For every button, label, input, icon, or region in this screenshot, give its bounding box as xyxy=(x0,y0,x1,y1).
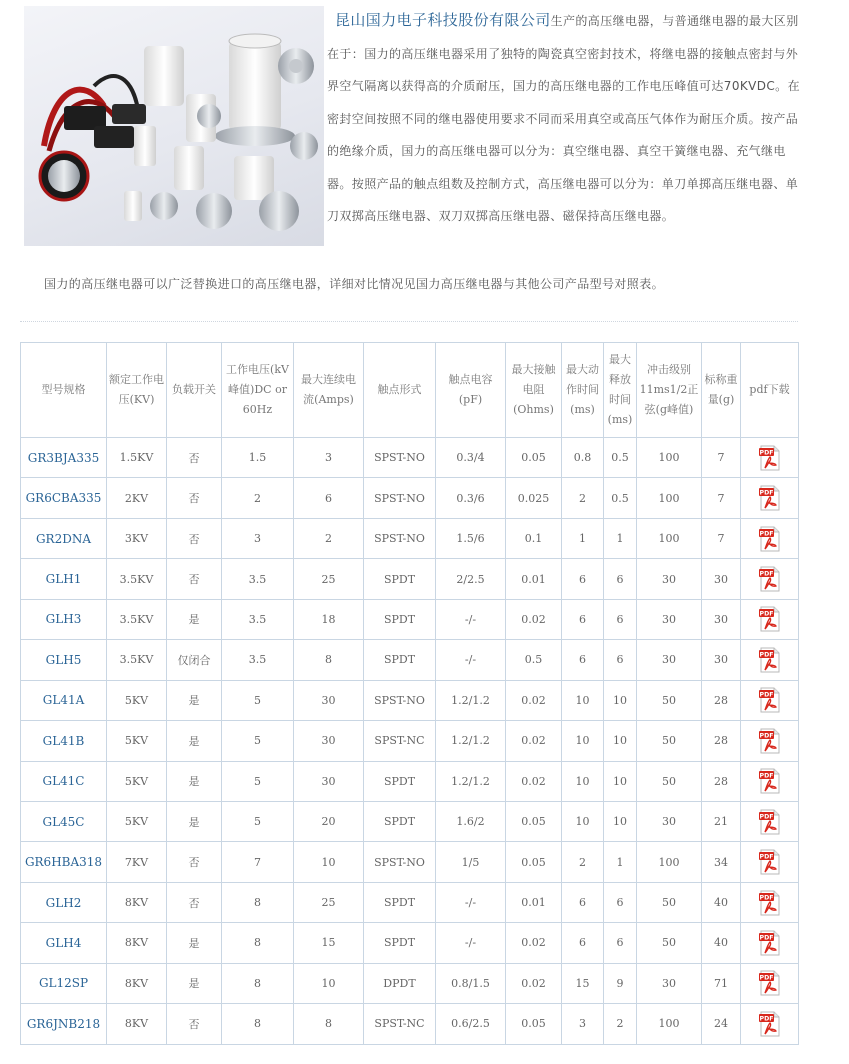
table-cell: 0.3/6 xyxy=(436,478,506,518)
table-cell: 0.5 xyxy=(506,640,562,680)
pdf-file-icon[interactable] xyxy=(759,970,781,996)
table-cell: 10 xyxy=(562,721,604,761)
relay-spec-table xyxy=(20,342,799,1045)
column-header xyxy=(702,343,741,438)
table-cell: 5 xyxy=(222,801,294,841)
pdf-file-icon[interactable] xyxy=(759,890,781,916)
table-cell: 0.02 xyxy=(506,721,562,761)
pdf-file-icon[interactable] xyxy=(759,445,781,471)
table-row xyxy=(21,842,799,882)
table-cell: 否 xyxy=(167,1004,222,1044)
table-cell: 6 xyxy=(604,640,637,680)
table-cell: 6 xyxy=(562,559,604,599)
table-cell: 0.02 xyxy=(506,680,562,720)
table-cell: 15 xyxy=(562,963,604,1003)
table-cell: 0.01 xyxy=(506,559,562,599)
table-cell: 100 xyxy=(637,1004,702,1044)
table-cell: 1.2/1.2 xyxy=(436,721,506,761)
table-cell: 6 xyxy=(604,923,637,963)
table-row xyxy=(21,923,799,963)
table-cell: SPST-NO xyxy=(364,680,436,720)
table-cell: 3 xyxy=(294,438,364,478)
pdf-download-cell[interactable] xyxy=(741,478,799,518)
table-header-row xyxy=(21,343,799,438)
table-cell: DPDT xyxy=(364,963,436,1003)
table-cell: 7KV xyxy=(107,842,167,882)
table-cell: 2 xyxy=(562,478,604,518)
table-cell: 8KV xyxy=(107,882,167,922)
table-row xyxy=(21,518,799,558)
table-row xyxy=(21,963,799,1003)
table-cell: 8 xyxy=(294,1004,364,1044)
column-header-label: 最大动作时间(ms) xyxy=(566,363,599,416)
pdf-download-cell[interactable] xyxy=(741,1004,799,1044)
table-row xyxy=(21,438,799,478)
table-cell: 100 xyxy=(637,438,702,478)
table-cell: 10 xyxy=(562,761,604,801)
table-cell: 2KV xyxy=(107,478,167,518)
column-header-label: 最大释放时间(ms) xyxy=(607,353,633,426)
table-row xyxy=(21,801,799,841)
pdf-icon-text: PDF xyxy=(759,894,773,902)
pdf-download-cell[interactable] xyxy=(741,680,799,720)
table-cell: 2 xyxy=(562,842,604,882)
table-cell: 8 xyxy=(222,1004,294,1044)
table-cell: 0.05 xyxy=(506,801,562,841)
pdf-download-cell[interactable] xyxy=(741,721,799,761)
intro-section xyxy=(24,4,800,248)
table-row xyxy=(21,721,799,761)
column-header-label: pdf下载 xyxy=(749,383,790,396)
table-cell: SPDT xyxy=(364,761,436,801)
table-row xyxy=(21,478,799,518)
column-header-label: 标称重量(g) xyxy=(704,373,738,406)
table-cell: 1.2/1.2 xyxy=(436,761,506,801)
column-header xyxy=(167,343,222,438)
table-cell: 0.02 xyxy=(506,599,562,639)
table-cell: 28 xyxy=(702,680,741,720)
pdf-icon-text: PDF xyxy=(759,691,773,699)
table-cell: -/- xyxy=(436,882,506,922)
table-cell: 10 xyxy=(294,963,364,1003)
pdf-download-cell[interactable] xyxy=(741,640,799,680)
column-header-label: 最大连续电流(Amps) xyxy=(301,373,356,406)
model-cell[interactable]: GR6CBA335 xyxy=(21,478,107,518)
pdf-download-cell[interactable] xyxy=(741,842,799,882)
column-header-label: 型号规格 xyxy=(41,383,86,396)
table-cell: 0.5 xyxy=(604,478,637,518)
table-cell: 1 xyxy=(562,518,604,558)
table-cell: 0.1 xyxy=(506,518,562,558)
model-cell[interactable]: GR2DNA xyxy=(21,518,107,558)
pdf-file-icon[interactable] xyxy=(759,606,781,632)
model-cell[interactable]: GR6JNB218 xyxy=(21,1004,107,1044)
table-cell: 0.02 xyxy=(506,963,562,1003)
table-cell: SPST-NO xyxy=(364,518,436,558)
table-cell: 否 xyxy=(167,518,222,558)
table-cell: 仅闭合 xyxy=(167,640,222,680)
table-cell: 21 xyxy=(702,801,741,841)
model-cell[interactable]: GLH4 xyxy=(21,923,107,963)
table-cell: 40 xyxy=(702,923,741,963)
table-cell: 10 xyxy=(604,680,637,720)
table-cell: 3.5 xyxy=(222,640,294,680)
table-cell: 3 xyxy=(562,1004,604,1044)
table-cell: -/- xyxy=(436,640,506,680)
table-cell: 2 xyxy=(294,518,364,558)
table-cell: 0.5 xyxy=(604,438,637,478)
company-name: 昆山国力电子科技股份有限公司 xyxy=(335,11,551,29)
column-header xyxy=(604,343,637,438)
table-cell: 5KV xyxy=(107,721,167,761)
pdf-icon-text: PDF xyxy=(759,813,773,821)
table-cell: 40 xyxy=(702,882,741,922)
table-cell: 30 xyxy=(702,559,741,599)
table-cell: 10 xyxy=(562,801,604,841)
table-cell: SPST-NO xyxy=(364,478,436,518)
dotted-divider xyxy=(20,321,798,322)
table-cell: 5 xyxy=(222,680,294,720)
table-cell: 28 xyxy=(702,721,741,761)
pdf-download-cell[interactable] xyxy=(741,882,799,922)
table-cell: 10 xyxy=(294,842,364,882)
table-cell: 34 xyxy=(702,842,741,882)
table-cell: 0.05 xyxy=(506,842,562,882)
table-cell: 3.5KV xyxy=(107,559,167,599)
pdf-icon-text: PDF xyxy=(759,853,773,861)
table-cell: 否 xyxy=(167,438,222,478)
table-cell: 1 xyxy=(604,842,637,882)
table-row xyxy=(21,599,799,639)
table-cell: 8 xyxy=(222,923,294,963)
table-cell: 15 xyxy=(294,923,364,963)
table-cell: 30 xyxy=(294,721,364,761)
table-cell: 8KV xyxy=(107,963,167,1003)
pdf-icon-text: PDF xyxy=(759,772,773,780)
table-cell: 6 xyxy=(604,882,637,922)
model-cell[interactable]: GL41A xyxy=(21,680,107,720)
table-cell: 50 xyxy=(637,882,702,922)
model-cell[interactable]: GR6HBA318 xyxy=(21,842,107,882)
model-cell[interactable]: GLH1 xyxy=(21,559,107,599)
table-cell: 50 xyxy=(637,721,702,761)
table-cell: SPDT xyxy=(364,882,436,922)
table-cell: 20 xyxy=(294,801,364,841)
table-cell: 2/2.5 xyxy=(436,559,506,599)
column-header-label: 额定工作电压(KV) xyxy=(109,373,164,406)
table-cell: 是 xyxy=(167,761,222,801)
table-cell: 7 xyxy=(702,518,741,558)
table-cell: SPDT xyxy=(364,599,436,639)
table-cell: 30 xyxy=(637,640,702,680)
table-cell: SPDT xyxy=(364,801,436,841)
table-cell: 9 xyxy=(604,963,637,1003)
pdf-file-icon[interactable] xyxy=(759,485,781,511)
table-cell: 10 xyxy=(604,761,637,801)
table-cell: 7 xyxy=(222,842,294,882)
table-cell: SPDT xyxy=(364,923,436,963)
table-row xyxy=(21,680,799,720)
table-cell: 0.01 xyxy=(506,882,562,922)
table-cell: 6 xyxy=(562,882,604,922)
pdf-icon-text: PDF xyxy=(759,489,773,497)
table-cell: -/- xyxy=(436,923,506,963)
table-cell: 是 xyxy=(167,923,222,963)
pdf-file-icon[interactable] xyxy=(759,809,781,835)
table-cell: 10 xyxy=(604,801,637,841)
model-cell[interactable]: GL45C xyxy=(21,801,107,841)
column-header xyxy=(741,343,799,438)
model-cell[interactable]: GL41B xyxy=(21,721,107,761)
table-cell: 71 xyxy=(702,963,741,1003)
table-cell: 8KV xyxy=(107,923,167,963)
table-cell: 是 xyxy=(167,801,222,841)
pdf-icon-text: PDF xyxy=(759,530,773,538)
comparison-note: 国力的高压继电器可以广泛替换进口的高压继电器，详细对比情况见国力高压继电器与其他公司产品型号对照表。 xyxy=(44,277,665,291)
pdf-file-icon[interactable] xyxy=(759,647,781,673)
table-cell: 30 xyxy=(702,640,741,680)
table-row xyxy=(21,559,799,599)
table-cell: 50 xyxy=(637,761,702,801)
table-cell: 否 xyxy=(167,882,222,922)
table-cell: 6 xyxy=(562,923,604,963)
model-cell[interactable]: GLH3 xyxy=(21,599,107,639)
table-row xyxy=(21,882,799,922)
model-cell[interactable]: GR3BJA335 xyxy=(21,438,107,478)
table-cell: -/- xyxy=(436,599,506,639)
pdf-download-cell[interactable] xyxy=(741,801,799,841)
pdf-file-icon[interactable] xyxy=(759,768,781,794)
table-cell: 3.5KV xyxy=(107,640,167,680)
table-cell: 2 xyxy=(222,478,294,518)
table-cell: 0.6/2.5 xyxy=(436,1004,506,1044)
column-header-label: 最大接触电阻(Ohms) xyxy=(511,363,556,416)
table-cell: 6 xyxy=(294,478,364,518)
table-cell: 5KV xyxy=(107,680,167,720)
table-cell: 1.2/1.2 xyxy=(436,680,506,720)
table-cell: 0.02 xyxy=(506,761,562,801)
table-cell: 50 xyxy=(637,923,702,963)
table-cell: 是 xyxy=(167,680,222,720)
table-row xyxy=(21,640,799,680)
pdf-download-cell[interactable] xyxy=(741,599,799,639)
pdf-download-cell[interactable] xyxy=(741,761,799,801)
table-cell: 5 xyxy=(222,761,294,801)
pdf-icon-text: PDF xyxy=(759,1015,773,1023)
table-cell: 8 xyxy=(294,640,364,680)
column-header xyxy=(364,343,436,438)
table-cell: 0.8/1.5 xyxy=(436,963,506,1003)
table-cell: 3.5 xyxy=(222,559,294,599)
table-cell: 30 xyxy=(637,599,702,639)
table-cell: 30 xyxy=(637,801,702,841)
model-cell[interactable]: GL41C xyxy=(21,761,107,801)
table-cell: 25 xyxy=(294,882,364,922)
table-cell: SPST-NC xyxy=(364,721,436,761)
table-cell: 0.3/4 xyxy=(436,438,506,478)
table-cell: 0.8 xyxy=(562,438,604,478)
column-header-label: 触点电容(pF) xyxy=(448,373,493,406)
pdf-file-icon[interactable] xyxy=(759,1011,781,1037)
column-header xyxy=(637,343,702,438)
pdf-icon-text: PDF xyxy=(759,732,773,740)
column-header-label: 冲击级别11ms1/2正弦(g峰值) xyxy=(639,363,699,416)
column-header xyxy=(436,343,506,438)
table-cell: 30 xyxy=(637,963,702,1003)
table-cell: 8 xyxy=(222,963,294,1003)
model-cell[interactable]: GL12SP xyxy=(21,963,107,1003)
table-cell: SPST-NO xyxy=(364,842,436,882)
model-cell[interactable]: GLH5 xyxy=(21,640,107,680)
table-cell: 1.5KV xyxy=(107,438,167,478)
column-header xyxy=(294,343,364,438)
pdf-icon-text: PDF xyxy=(759,449,773,457)
pdf-download-cell[interactable] xyxy=(741,963,799,1003)
table-cell: 30 xyxy=(294,680,364,720)
table-cell: 5KV xyxy=(107,761,167,801)
pdf-icon-text: PDF xyxy=(759,934,773,942)
table-cell: 0.025 xyxy=(506,478,562,518)
table-cell: 6 xyxy=(562,640,604,680)
model-cell[interactable]: GLH2 xyxy=(21,882,107,922)
table-cell: 10 xyxy=(562,680,604,720)
table-cell: SPDT xyxy=(364,559,436,599)
table-cell: 是 xyxy=(167,721,222,761)
pdf-icon-text: PDF xyxy=(759,570,773,578)
table-cell: 否 xyxy=(167,842,222,882)
table-cell: 是 xyxy=(167,599,222,639)
table-cell: 30 xyxy=(637,559,702,599)
table-cell: 30 xyxy=(702,599,741,639)
column-header xyxy=(21,343,107,438)
table-cell: 3KV xyxy=(107,518,167,558)
table-cell: 7 xyxy=(702,478,741,518)
table-cell: 否 xyxy=(167,478,222,518)
table-cell: 100 xyxy=(637,478,702,518)
intro-text: 生产的高压继电器，与普通继电器的最大区别在于：国力的高压继电器采用了独特的陶瓷真空密封技术，将继电器的接触点密封与外界空气隔离以获得高的介质耐压，国力的高压继电器的工作电压峰值可达70KVDC。在密封空间按照不同的继电器使用要求不同而采用真空或高压气体作为耐压介质。按产品的绝缘介质，国力的高压继电器可以分为：真空继电器、真空干簧继电器、充气继电器。按照产品的触点组数及控制方式，高压继电器可以分为：单刀单掷高压继电器、单刀双掷高压继电器、双刀双掷高压继电器、磁保持高压继电器。 xyxy=(327,14,800,223)
pdf-icon-text: PDF xyxy=(759,651,773,659)
table-cell: 24 xyxy=(702,1004,741,1044)
table-cell: 6 xyxy=(604,559,637,599)
pdf-download-cell[interactable] xyxy=(741,559,799,599)
table-cell: 1.6/2 xyxy=(436,801,506,841)
table-cell: 否 xyxy=(167,559,222,599)
table-cell: 50 xyxy=(637,680,702,720)
table-cell: 1/5 xyxy=(436,842,506,882)
column-header xyxy=(562,343,604,438)
table-cell: 1.5 xyxy=(222,438,294,478)
table-cell: 3.5 xyxy=(222,599,294,639)
table-cell: 28 xyxy=(702,761,741,801)
pdf-file-icon[interactable] xyxy=(759,849,781,875)
table-cell: 0.05 xyxy=(506,438,562,478)
table-cell: 6 xyxy=(562,599,604,639)
table-cell: 2 xyxy=(604,1004,637,1044)
pdf-icon-text: PDF xyxy=(759,611,773,619)
table-cell: 10 xyxy=(604,721,637,761)
table-cell: 25 xyxy=(294,559,364,599)
table-cell: 18 xyxy=(294,599,364,639)
pdf-download-cell[interactable] xyxy=(741,923,799,963)
table-cell: SPST-NO xyxy=(364,438,436,478)
table-cell: SPST-NC xyxy=(364,1004,436,1044)
table-cell: 100 xyxy=(637,518,702,558)
table-cell: 0.05 xyxy=(506,1004,562,1044)
pdf-file-icon[interactable] xyxy=(759,566,781,592)
column-header-label: 触点形式 xyxy=(377,383,422,396)
pdf-file-icon[interactable] xyxy=(759,930,781,956)
table-cell: 30 xyxy=(294,761,364,801)
column-header-label: 负载开关 xyxy=(172,383,216,396)
table-cell: 7 xyxy=(702,438,741,478)
pdf-download-cell[interactable] xyxy=(741,518,799,558)
column-header xyxy=(222,343,294,438)
pdf-icon-text: PDF xyxy=(759,975,773,983)
table-cell: 1.5/6 xyxy=(436,518,506,558)
table-cell: 8 xyxy=(222,882,294,922)
table-row xyxy=(21,1004,799,1044)
table-cell: 5 xyxy=(222,721,294,761)
table-cell: 3.5KV xyxy=(107,599,167,639)
table-cell: 100 xyxy=(637,842,702,882)
pdf-download-cell[interactable] xyxy=(741,438,799,478)
column-header xyxy=(506,343,562,438)
table-cell: 6 xyxy=(604,599,637,639)
table-cell: 是 xyxy=(167,963,222,1003)
pdf-file-icon[interactable] xyxy=(759,687,781,713)
pdf-file-icon[interactable] xyxy=(759,728,781,754)
table-cell: 8KV xyxy=(107,1004,167,1044)
table-cell: 0.02 xyxy=(506,923,562,963)
table-row xyxy=(21,761,799,801)
pdf-file-icon[interactable] xyxy=(759,526,781,552)
table-cell: SPDT xyxy=(364,640,436,680)
table-cell: 3 xyxy=(222,518,294,558)
table-cell: 5KV xyxy=(107,801,167,841)
column-header xyxy=(107,343,167,438)
column-header-label: 工作电压(kV峰值)DC or 60Hz xyxy=(226,363,289,416)
table-cell: 1 xyxy=(604,518,637,558)
